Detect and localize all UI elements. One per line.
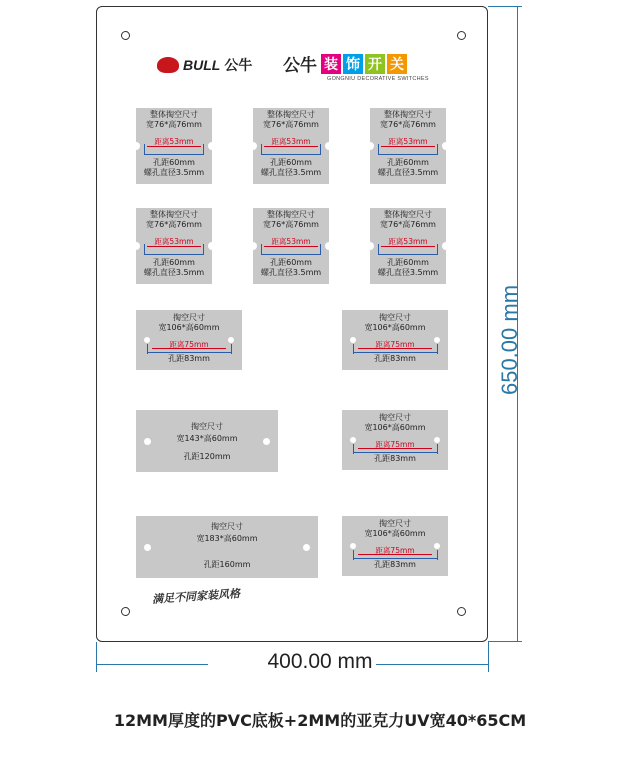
screw-diameter: 螺孔直径3.5mm bbox=[377, 268, 439, 277]
width-dimension: 400.00 mm bbox=[267, 650, 373, 673]
distance-label: 距离53mm bbox=[271, 237, 311, 246]
screw-diameter: 螺孔直径3.5mm bbox=[377, 168, 439, 177]
square-cutout bbox=[136, 108, 212, 184]
signature-slogan: 满足不同家装风格 bbox=[151, 586, 241, 607]
mount-hole bbox=[457, 607, 466, 616]
cutout-title: 整体掏空尺寸 bbox=[150, 210, 198, 219]
cutout-size: 宽76*高76mm bbox=[263, 220, 319, 229]
distance-label: 距离75mm bbox=[375, 546, 415, 555]
hole-distance: 孔距60mm bbox=[387, 158, 429, 167]
hole-distance: 孔距120mm bbox=[183, 452, 231, 461]
rect-106-cutout bbox=[342, 516, 448, 576]
cutout-title: 掏空尺寸 bbox=[211, 522, 243, 531]
cutout-size: 宽106*高60mm bbox=[158, 323, 220, 332]
cutout-title: 掏空尺寸 bbox=[379, 413, 411, 422]
hole-distance: 孔距60mm bbox=[153, 258, 195, 267]
rect-106-cutout bbox=[342, 410, 448, 470]
deco-tile: 装 bbox=[321, 54, 341, 74]
hole-distance: 孔距60mm bbox=[270, 158, 312, 167]
distance-label: 距离75mm bbox=[375, 340, 415, 349]
distance-label: 距离53mm bbox=[271, 137, 311, 146]
distance-label: 距离75mm bbox=[375, 440, 415, 449]
decorative-switches-logo bbox=[283, 51, 429, 82]
hole-distance: 孔距60mm bbox=[153, 158, 195, 167]
square-cutout bbox=[370, 208, 446, 284]
mount-hole bbox=[457, 31, 466, 40]
rect-106-cutout bbox=[342, 310, 448, 370]
cutout-title: 整体掏空尺寸 bbox=[384, 210, 432, 219]
rect-106-cutout bbox=[136, 310, 242, 370]
bull-logo bbox=[157, 55, 252, 75]
hole-distance: 孔距83mm bbox=[374, 560, 416, 569]
deco-tile: 开 bbox=[365, 54, 385, 74]
distance-label: 距离53mm bbox=[154, 237, 194, 246]
screw-diameter: 螺孔直径3.5mm bbox=[143, 268, 205, 277]
hole-distance: 孔距83mm bbox=[374, 354, 416, 363]
bull-icon bbox=[157, 57, 179, 73]
hole-distance: 孔距60mm bbox=[270, 258, 312, 267]
cutout-title: 整体掏空尺寸 bbox=[267, 210, 315, 219]
cutout-size: 宽76*高76mm bbox=[263, 120, 319, 129]
cutout-size: 宽76*高76mm bbox=[146, 220, 202, 229]
height-dimension: 650.00 mm bbox=[497, 284, 522, 396]
hole-distance: 孔距160mm bbox=[203, 560, 251, 569]
cutout-title: 掏空尺寸 bbox=[379, 313, 411, 322]
cutout-title: 掏空尺寸 bbox=[379, 519, 411, 528]
cutout-title: 整体掏空尺寸 bbox=[267, 110, 315, 119]
caption: 12MM厚度的PVC底板+2MM的亚克力UV宽40*65CM bbox=[113, 711, 527, 730]
square-cutout bbox=[253, 208, 329, 284]
deco-tile: 关 bbox=[387, 54, 407, 74]
screw-diameter: 螺孔直径3.5mm bbox=[260, 168, 322, 177]
hole-distance: 孔距83mm bbox=[374, 454, 416, 463]
hole-distance: 孔距60mm bbox=[387, 258, 429, 267]
cutout-size: 宽76*高76mm bbox=[146, 120, 202, 129]
screw-diameter: 螺孔直径3.5mm bbox=[143, 168, 205, 177]
distance-label: 距离53mm bbox=[154, 137, 194, 146]
mount-hole bbox=[121, 607, 130, 616]
cutout-size: 宽76*高76mm bbox=[380, 220, 436, 229]
cutout-size: 宽106*高60mm bbox=[364, 423, 426, 432]
deco-tile: 饰 bbox=[343, 54, 363, 74]
deco-logo-cn: 公牛 bbox=[283, 56, 317, 76]
cutout-size: 宽183*高60mm bbox=[196, 534, 258, 543]
bull-logo-cn: 公牛 bbox=[224, 58, 253, 74]
mount-hole bbox=[121, 31, 130, 40]
distance-label: 距离75mm bbox=[169, 340, 209, 349]
cutout-size: 宽106*高60mm bbox=[364, 323, 426, 332]
distance-label: 距离53mm bbox=[388, 137, 428, 146]
cutout-title: 整体掏空尺寸 bbox=[150, 110, 198, 119]
square-cutout bbox=[370, 108, 446, 184]
cutout-size: 宽76*高76mm bbox=[380, 120, 436, 129]
cutout-size: 宽143*高60mm bbox=[176, 434, 238, 443]
distance-label: 距离53mm bbox=[388, 237, 428, 246]
rect-143-cutout bbox=[136, 410, 278, 472]
cutout-size: 宽106*高60mm bbox=[364, 529, 426, 538]
rect-183-cutout bbox=[136, 516, 318, 578]
screw-diameter: 螺孔直径3.5mm bbox=[260, 268, 322, 277]
deco-logo-subtitle: GONGNIU DECORATIVE SWITCHES bbox=[327, 76, 429, 82]
cutout-title: 掏空尺寸 bbox=[191, 422, 223, 431]
hole-distance: 孔距83mm bbox=[168, 354, 210, 363]
square-cutout bbox=[136, 208, 212, 284]
cutout-title: 整体掏空尺寸 bbox=[384, 110, 432, 119]
square-cutout bbox=[253, 108, 329, 184]
cutout-title: 掏空尺寸 bbox=[173, 313, 205, 322]
bull-logo-text: BULL bbox=[183, 57, 221, 73]
